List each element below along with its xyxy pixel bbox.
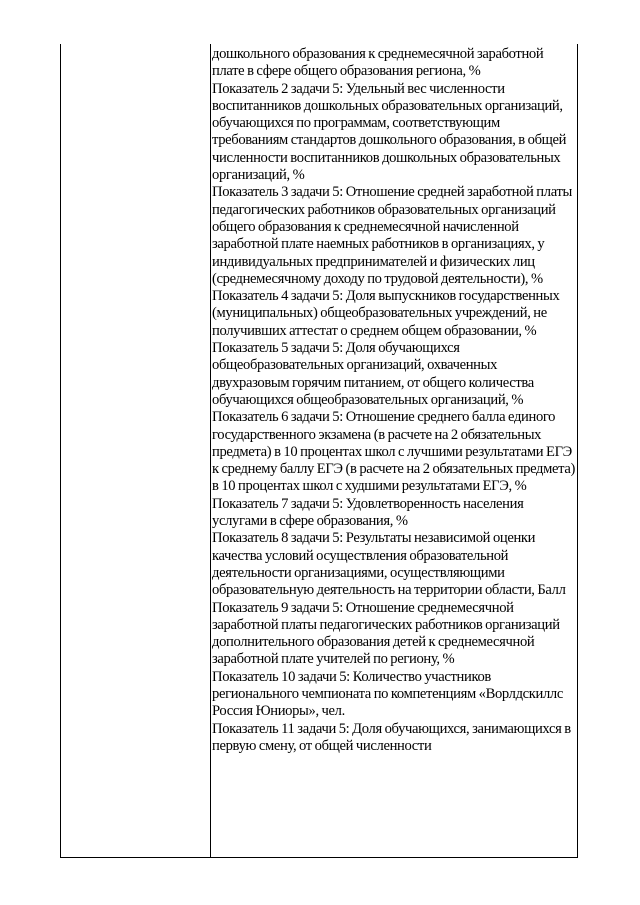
indicator-paragraph: Показатель 2 задачи 5: Удельный вес численности воспитанников дошкольных образовательных организаций, обучающихся по программам, соответствующим требованиям стандартов дошкольного образования, в общей численности воспитанников дошкольных образовательных организаций, % bbox=[212, 80, 567, 184]
indicator-paragraph: дошкольного образования к среднемесячной заработной плате в сфере общего образования региона, % bbox=[212, 46, 544, 80]
indicators-table bbox=[60, 44, 578, 858]
indicator-paragraph: Показатель 5 задачи 5: Доля обучающихся общеобразовательных организаций, охваченных двухразовым горячим питанием, от общего количества обучающихся общеобразовательных организаций, % bbox=[212, 340, 534, 408]
indicator-paragraph: Показатель 4 задачи 5: Доля выпускников государственных (муниципальных) общеобразовательных учреждений, не получивших аттестат о среднем общем образовании, % bbox=[212, 288, 560, 339]
table-right-column bbox=[212, 46, 576, 755]
indicator-paragraph: Показатель 3 задачи 5: Отношение средней заработной платы педагогических работников образовательных организаций общего образования к среднемесячной начисленной заработной плате наемных работников в организациях, у индивидуальных предпринимателей и физических лиц (среднемесячному доходу по трудовой деятельности), % bbox=[212, 184, 572, 287]
indicator-paragraph: Показатель 11 задачи 5: Доля обучающихся, занимающихся в первую смену, от общей численности bbox=[212, 720, 571, 754]
indicator-paragraph: Показатель 7 задачи 5: Удовлетворенность населения услугами в сфере образования, % bbox=[212, 495, 524, 530]
indicator-paragraph: Показатель 8 задачи 5: Результаты независимой оценки качества условий осуществления образовательной деятельности организациями, осуществляющими образовательную деятельность на территории области, Балл bbox=[212, 530, 566, 599]
table-left-column bbox=[61, 44, 211, 857]
indicator-paragraph: Показатель 9 задачи 5: Отношение среднемесячной заработной платы педагогических работников организаций дополнительного образования детей к среднемесячной заработной плате учителей по региону, % bbox=[212, 599, 560, 668]
indicator-paragraph: Показатель 10 задачи 5: Количество участников регионального чемпионата по компетенциям «Ворлдскиллс Россия Юниоры», чел. bbox=[212, 668, 563, 720]
indicator-paragraph: Показатель 6 задачи 5: Отношение среднего балла единого государственного экзамена (в расчете на 2 обязательных предмета) в 10 процентах школ с лучшими результатами ЕГЭ к среднему баллу ЕГЭ (в расчете на 2 обязательных предмета) в 10 процентах школ с худшими результатами ЕГЭ, % bbox=[212, 409, 575, 495]
